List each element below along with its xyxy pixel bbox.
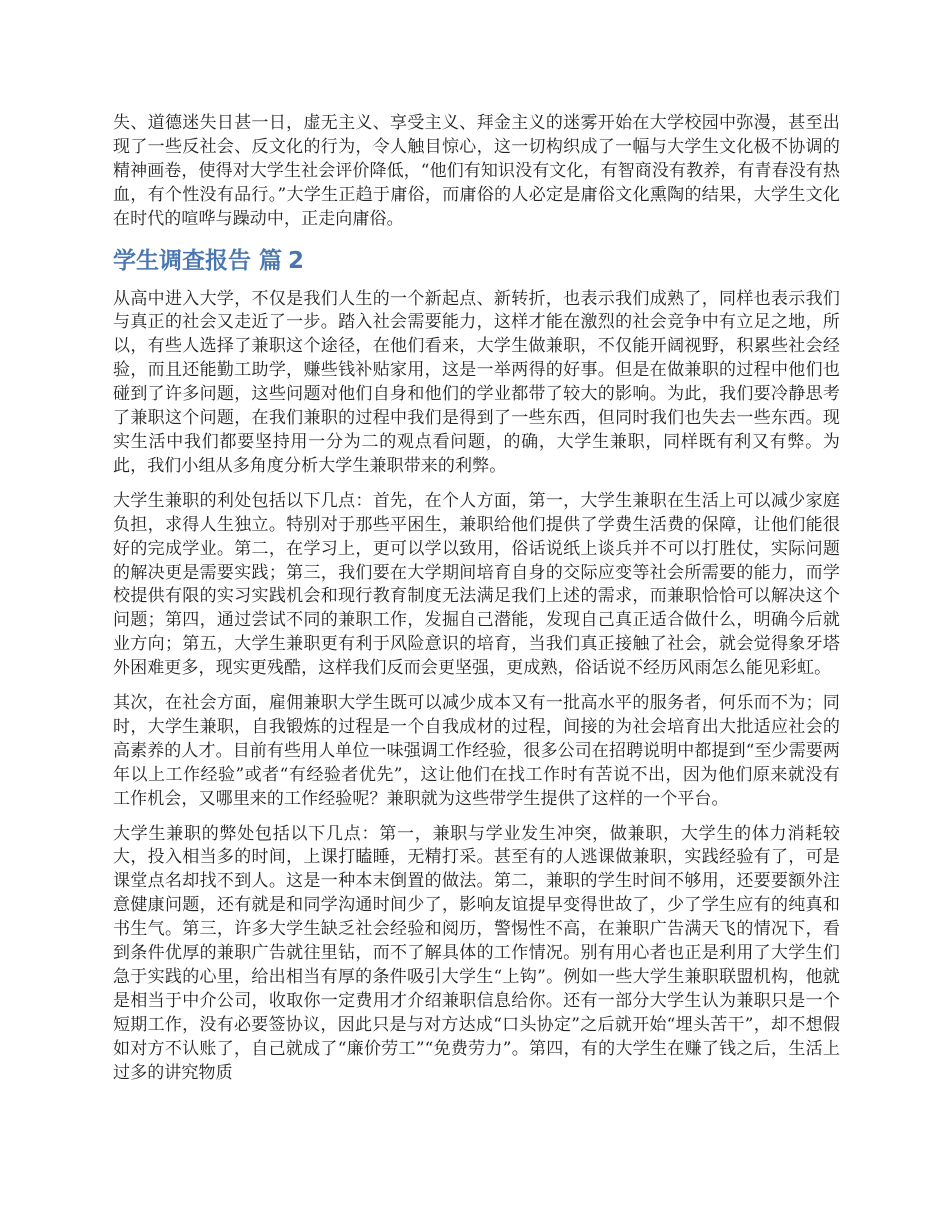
body-paragraph-1: 从高中进入大学，不仅是我们人生的一个新起点、新转折，也表示我们成熟了，同样也表示我们与真正的社会又走近了一步。踏入社会需要能力，这样才能在激烈的社会竞争中有立足之地，所以，有些人选择了兼职这个途径，在他们看来，大学生做兼职，不仅能开阔视野，积累些社会经验，而且还能勤工助学，赚些钱补贴家用，这是一举两得的好事。但是在做兼职的过程中他们也碰到了许多问题，这些问题对他们自身和他们的学业都带了较大的影响。为此，我们要冷静思考了兼职这个问题，在我们兼职的过程中我们是得到了一些东西，但同时我们也失去一些东西。现实生活中我们都要坚持用一分为二的观点看问题，的确，大学生兼职，同样既有利又有弊。为此，我们小组从多角度分析大学生兼职带来的利弊。 (113, 288, 840, 476)
section-heading-number: 2 (288, 247, 305, 274)
section-heading-title: 学生调查报告 篇 (113, 247, 283, 274)
document-page (113, 112, 840, 1086)
body-paragraph-3: 其次，在社会方面，雇佣兼职大学生既可以减少成本又有一批高水平的服务者，何乐而不为；同时，大学生兼职，自我锻炼的过程是一个自我成材的过程，间接的为社会培育出大批适应社会的高素养的人才。目前有些用人单位一味强调工作经验，很多公司在招聘说明中都提到“至少需要两年以上工作经验”或者“有经验者优先”，这让他们在找工作时有苦说不出，因为他们原来就没有工作机会，又哪里来的工作经验呢？兼职就为这些带学生提供了这样的一个平台。 (113, 693, 840, 809)
intro-paragraph: 失、道德迷失日甚一日，虚无主义、享受主义、拜金主义的迷雾开始在大学校园中弥漫，甚至出现了一些反社会、反文化的行为，令人触目惊心，这一切构织成了一幅与大学生文化极不协调的精神画卷，使得对大学生社会评价降低，“他们有知识没有文化，有智商没有教养，有青春没有热血，有个性没有品行。”大学生正趋于庸俗，而庸俗的人必定是庸俗文化熏陶的结果，大学生文化在时代的喧哗与躁动中，正走向庸俗。 (113, 113, 840, 229)
body-paragraph-2: 大学生兼职的利处包括以下几点：首先，在个人方面，第一，大学生兼职在生活上可以减少家庭负担，求得人生独立。特别对于那些平困生，兼职给他们提供了学费生活费的保障，让他们能很好的完成学业。第二，在学习上，更可以学以致用，俗话说纸上谈兵并不可以打胜仗，实际问题的解决更是需要实践；第三，我们要在大学期间培育自身的交际应变等社会所需要的能力，而学校提供有限的实习实践机会和现行教育制度无法满足我们上述的需求，而兼职恰恰可以解决这个问题；第四，通过尝试不同的兼职工作，发掘自己潜能，发现自己真正适合做什么，明确今后就业方向；第五，大学生兼职更有利于风险意识的培育，当我们真正接触了社会，就会觉得象牙塔外困难更多，现实更残酷，这样我们反而会更坚强，更成熟，俗话说不经历风雨怎么能见彩虹。 (113, 490, 840, 679)
section-heading (113, 244, 840, 278)
body-paragraph-4: 大学生兼职的弊处包括以下几点：第一，兼职与学业发生冲突，做兼职，大学生的体力消耗较大，投入相当多的时间，上课打瞌睡，无精打采。甚至有的人逃课做兼职，实践经验有了，可是课堂点名却找不到人。这是一种本末倒置的做法。第二，兼职的学生时间不够用，还要要额外注意健康问题，还有就是和同学沟通时间少了，影响友谊提早变得世故了，少了学生应有的纯真和书生气。第三，许多大学生缺乏社会经验和阅历，警惕性不高，在兼职广告满天飞的情况下，看到条件优厚的兼职广告就往里钻，而不了解具体的工作情况。别有用心者也正是利用了大学生们急于实践的心里，给出相当有厚的条件吸引大学生“上钩”。例如一些大学生兼职联盟机构，他就是相当于中介公司，收取你一定费用才介绍兼职信息给你。还有一部分大学生认为兼职只是一个短期工作，没有必要签协议，因此只是与对方达成“口头协定”之后就开始“埋头苦干”，却不想假如对方不认账了，自己就成了“廉价劳工”“免费劳力”。第四，有的大学生在赚了钱之后，生活上过多的讲究物质 (113, 823, 840, 1083)
